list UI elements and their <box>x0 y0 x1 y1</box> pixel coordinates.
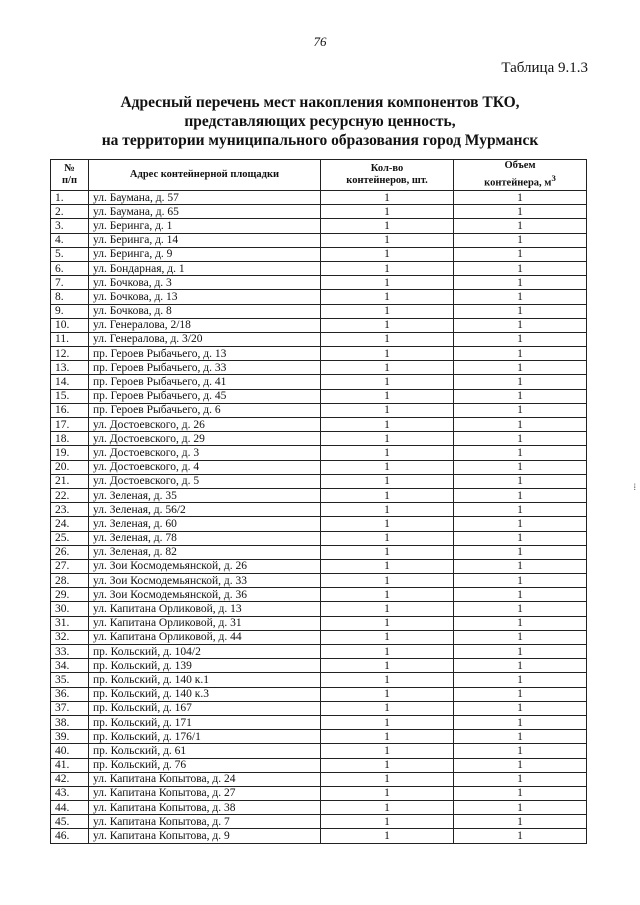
container-count-cell: 1 <box>321 645 454 659</box>
address-cell: ул. Баумана, д. 57 <box>89 191 321 205</box>
row-number-cell: 42. <box>51 772 89 786</box>
container-volume-cell: 1 <box>454 191 587 205</box>
container-volume-cell: 1 <box>454 488 587 502</box>
container-count-cell: 1 <box>321 432 454 446</box>
table-row <box>51 389 587 403</box>
address-cell: ул. Баумана, д. 65 <box>89 205 321 219</box>
address-cell: ул. Зеленая, д. 60 <box>89 517 321 531</box>
container-count-cell: 1 <box>321 772 454 786</box>
container-volume-cell: 1 <box>454 389 587 403</box>
container-volume-cell: 1 <box>454 574 587 588</box>
table-row <box>51 772 587 786</box>
table-row <box>51 645 587 659</box>
address-cell: ул. Капитана Орликовой, д. 31 <box>89 616 321 630</box>
header-number <box>51 160 89 191</box>
header-volume <box>454 160 587 191</box>
row-number-cell: 11. <box>51 332 89 346</box>
row-number-cell: 30. <box>51 602 89 616</box>
row-number-cell: 18. <box>51 432 89 446</box>
row-number-cell: 34. <box>51 659 89 673</box>
table-row <box>51 347 587 361</box>
row-number-cell: 20. <box>51 460 89 474</box>
container-count-cell: 1 <box>321 361 454 375</box>
container-count-cell: 1 <box>321 673 454 687</box>
table-row <box>51 488 587 502</box>
container-count-cell: 1 <box>321 261 454 275</box>
container-count-cell: 1 <box>321 715 454 729</box>
container-volume-cell: 1 <box>454 673 587 687</box>
container-volume-cell: 1 <box>454 460 587 474</box>
container-volume-cell: 1 <box>454 659 587 673</box>
address-cell: ул. Генералова, 2/18 <box>89 318 321 332</box>
container-volume-cell: 1 <box>454 701 587 715</box>
row-number-cell: 9. <box>51 304 89 318</box>
address-cell: ул. Капитана Копытова, д. 38 <box>89 801 321 815</box>
container-volume-cell: 1 <box>454 715 587 729</box>
row-number-cell: 24. <box>51 517 89 531</box>
table-row <box>51 432 587 446</box>
container-count-cell: 1 <box>321 616 454 630</box>
row-number-cell: 16. <box>51 403 89 417</box>
row-number-cell: 25. <box>51 531 89 545</box>
row-number-cell: 10. <box>51 318 89 332</box>
table-row <box>51 588 587 602</box>
address-cell: ул. Зеленая, д. 35 <box>89 488 321 502</box>
container-count-cell: 1 <box>321 517 454 531</box>
table-row <box>51 205 587 219</box>
address-cell: ул. Беринга, д. 1 <box>89 219 321 233</box>
container-volume-cell: 1 <box>454 744 587 758</box>
container-count-cell: 1 <box>321 829 454 843</box>
row-number-cell: 17. <box>51 418 89 432</box>
table-row <box>51 318 587 332</box>
table-row <box>51 815 587 829</box>
container-count-cell: 1 <box>321 503 454 517</box>
table-row <box>51 403 587 417</box>
table-row <box>51 474 587 488</box>
address-cell: ул. Достоевского, д. 4 <box>89 460 321 474</box>
address-cell: ул. Достоевского, д. 26 <box>89 418 321 432</box>
address-cell: пр. Кольский, д. 104/2 <box>89 645 321 659</box>
container-count-cell: 1 <box>321 630 454 644</box>
container-count-cell: 1 <box>321 545 454 559</box>
container-volume-cell: 1 <box>454 588 587 602</box>
table-row <box>51 659 587 673</box>
table-row <box>51 630 587 644</box>
row-number-cell: 19. <box>51 446 89 460</box>
row-number-cell: 21. <box>51 474 89 488</box>
container-volume-cell: 1 <box>454 503 587 517</box>
container-count-cell: 1 <box>321 588 454 602</box>
table-label: Таблица 9.1.3 <box>501 60 588 76</box>
row-number-cell: 27. <box>51 559 89 573</box>
address-cell: ул. Зеленая, д. 78 <box>89 531 321 545</box>
address-cell: пр. Кольский, д. 167 <box>89 701 321 715</box>
address-cell: ул. Бочкова, д. 13 <box>89 290 321 304</box>
container-count-cell: 1 <box>321 687 454 701</box>
row-number-cell: 29. <box>51 588 89 602</box>
row-number-cell: 31. <box>51 616 89 630</box>
table-row <box>51 304 587 318</box>
container-volume-cell: 1 <box>454 758 587 772</box>
container-volume-cell: 1 <box>454 602 587 616</box>
row-number-cell: 46. <box>51 829 89 843</box>
address-cell: ул. Достоевского, д. 29 <box>89 432 321 446</box>
table-row <box>51 460 587 474</box>
container-count-cell: 1 <box>321 474 454 488</box>
container-count-cell: 1 <box>321 574 454 588</box>
container-count-cell: 1 <box>321 318 454 332</box>
container-volume-cell: 1 <box>454 290 587 304</box>
table-row <box>51 801 587 815</box>
container-count-cell: 1 <box>321 801 454 815</box>
container-volume-cell: 1 <box>454 630 587 644</box>
address-cell: пр. Кольский, д. 140 к.1 <box>89 673 321 687</box>
container-volume-cell: 1 <box>454 403 587 417</box>
container-volume-cell: 1 <box>454 545 587 559</box>
container-volume-cell: 1 <box>454 205 587 219</box>
container-count-cell: 1 <box>321 375 454 389</box>
row-number-cell: 33. <box>51 645 89 659</box>
container-volume-cell: 1 <box>454 432 587 446</box>
container-count-cell: 1 <box>321 460 454 474</box>
container-volume-cell: 1 <box>454 261 587 275</box>
row-number-cell: 28. <box>51 574 89 588</box>
container-volume-cell: 1 <box>454 318 587 332</box>
row-number-cell: 5. <box>51 247 89 261</box>
container-count-cell: 1 <box>321 290 454 304</box>
row-number-cell: 4. <box>51 233 89 247</box>
address-cell: ул. Генералова, д. 3/20 <box>89 332 321 346</box>
table-row <box>51 574 587 588</box>
table-body <box>51 191 587 844</box>
row-number-cell: 43. <box>51 786 89 800</box>
table-row <box>51 531 587 545</box>
container-count-cell: 1 <box>321 247 454 261</box>
title-line: представляющих ресурсную ценность, <box>184 113 456 130</box>
address-cell: ул. Зои Космодемьянской, д. 36 <box>89 588 321 602</box>
row-number-cell: 1. <box>51 191 89 205</box>
container-count-cell: 1 <box>321 347 454 361</box>
container-volume-cell: 1 <box>454 531 587 545</box>
table-row <box>51 261 587 275</box>
container-count-cell: 1 <box>321 205 454 219</box>
address-cell: пр. Героев Рыбачьего, д. 45 <box>89 389 321 403</box>
table-row <box>51 276 587 290</box>
container-count-cell: 1 <box>321 233 454 247</box>
table-row <box>51 361 587 375</box>
header-number-line1: № <box>64 163 75 174</box>
container-volume-cell: 1 <box>454 446 587 460</box>
container-count-cell: 1 <box>321 389 454 403</box>
container-count-cell: 1 <box>321 786 454 800</box>
row-number-cell: 12. <box>51 347 89 361</box>
table-row <box>51 602 587 616</box>
container-count-cell: 1 <box>321 758 454 772</box>
row-number-cell: 44. <box>51 801 89 815</box>
address-cell: пр. Кольский, д. 76 <box>89 758 321 772</box>
row-number-cell: 8. <box>51 290 89 304</box>
address-cell: ул. Зои Космодемьянской, д. 26 <box>89 559 321 573</box>
container-volume-cell: 1 <box>454 233 587 247</box>
container-volume-cell: 1 <box>454 219 587 233</box>
container-volume-cell: 1 <box>454 687 587 701</box>
row-number-cell: 2. <box>51 205 89 219</box>
table-row <box>51 744 587 758</box>
address-cell: пр. Героев Рыбачьего, д. 6 <box>89 403 321 417</box>
container-volume-cell: 1 <box>454 559 587 573</box>
row-number-cell: 13. <box>51 361 89 375</box>
table-row <box>51 829 587 843</box>
row-number-cell: 38. <box>51 715 89 729</box>
address-cell: пр. Кольский, д. 171 <box>89 715 321 729</box>
table-row <box>51 730 587 744</box>
address-cell: ул. Капитана Орликовой, д. 44 <box>89 630 321 644</box>
header-count-line1: Кол-во <box>370 163 404 174</box>
row-number-cell: 39. <box>51 730 89 744</box>
row-number-cell: 35. <box>51 673 89 687</box>
row-number-cell: 14. <box>51 375 89 389</box>
address-cell: ул. Зеленая, д. 56/2 <box>89 503 321 517</box>
address-cell: ул. Капитана Орликовой, д. 13 <box>89 602 321 616</box>
table-row <box>51 786 587 800</box>
address-cell: ул. Достоевского, д. 5 <box>89 474 321 488</box>
container-count-cell: 1 <box>321 219 454 233</box>
container-volume-cell: 1 <box>454 276 587 290</box>
table-row <box>51 219 587 233</box>
title-line: Адресный перечень мест накопления компонентов ТКО, <box>120 94 520 111</box>
container-volume-cell: 1 <box>454 517 587 531</box>
table-row <box>51 687 587 701</box>
table-row <box>51 332 587 346</box>
container-count-cell: 1 <box>321 559 454 573</box>
header-address <box>89 160 321 191</box>
header-address-label: Адрес контейнерной площадки <box>129 169 280 180</box>
table-row <box>51 503 587 517</box>
container-count-cell: 1 <box>321 488 454 502</box>
address-cell: пр. Кольский, д. 139 <box>89 659 321 673</box>
table-row <box>51 545 587 559</box>
table-row <box>51 616 587 630</box>
container-count-cell: 1 <box>321 191 454 205</box>
container-count-cell: 1 <box>321 403 454 417</box>
container-volume-cell: 1 <box>454 786 587 800</box>
address-cell: ул. Капитана Копытова, д. 9 <box>89 829 321 843</box>
row-number-cell: 40. <box>51 744 89 758</box>
container-count-cell: 1 <box>321 304 454 318</box>
header-count-line2: контейнеров, шт. <box>346 175 428 186</box>
container-count-cell: 1 <box>321 744 454 758</box>
header-number-line2: п/п <box>61 175 78 186</box>
address-cell: ул. Капитана Копытова, д. 7 <box>89 815 321 829</box>
container-volume-cell: 1 <box>454 645 587 659</box>
container-volume-cell: 1 <box>454 616 587 630</box>
container-volume-cell: 1 <box>454 418 587 432</box>
table-row <box>51 375 587 389</box>
table-row <box>51 418 587 432</box>
container-count-cell: 1 <box>321 531 454 545</box>
container-count-cell: 1 <box>321 602 454 616</box>
row-number-cell: 7. <box>51 276 89 290</box>
container-volume-cell: 1 <box>454 332 587 346</box>
address-cell: пр. Героев Рыбачьего, д. 13 <box>89 347 321 361</box>
table-header-row <box>51 160 587 191</box>
container-count-cell: 1 <box>321 659 454 673</box>
address-cell: пр. Кольский, д. 140 к.3 <box>89 687 321 701</box>
container-volume-cell: 1 <box>454 304 587 318</box>
row-number-cell: 23. <box>51 503 89 517</box>
container-volume-cell: 1 <box>454 375 587 389</box>
address-cell: ул. Беринга, д. 9 <box>89 247 321 261</box>
address-cell: пр. Героев Рыбачьего, д. 41 <box>89 375 321 389</box>
container-count-cell: 1 <box>321 730 454 744</box>
row-number-cell: 6. <box>51 261 89 275</box>
header-volume-line2: контейнера, м <box>484 177 552 189</box>
row-number-cell: 22. <box>51 488 89 502</box>
row-number-cell: 32. <box>51 630 89 644</box>
container-volume-cell: 1 <box>454 247 587 261</box>
row-number-cell: 41. <box>51 758 89 772</box>
container-count-cell: 1 <box>321 332 454 346</box>
row-number-cell: 3. <box>51 219 89 233</box>
container-volume-cell: 1 <box>454 730 587 744</box>
container-volume-cell: 1 <box>454 772 587 786</box>
table-row <box>51 517 587 531</box>
container-count-cell: 1 <box>321 815 454 829</box>
table-row <box>51 247 587 261</box>
container-count-cell: 1 <box>321 418 454 432</box>
address-cell: ул. Беринга, д. 14 <box>89 233 321 247</box>
container-sites-table <box>50 159 587 844</box>
address-cell: ул. Капитана Копытова, д. 24 <box>89 772 321 786</box>
container-volume-cell: 1 <box>454 347 587 361</box>
container-volume-cell: 1 <box>454 815 587 829</box>
container-volume-cell: 1 <box>454 801 587 815</box>
table-row <box>51 715 587 729</box>
address-cell: ул. Бочкова, д. 3 <box>89 276 321 290</box>
address-cell: пр. Кольский, д. 61 <box>89 744 321 758</box>
address-cell: ул. Бочкова, д. 8 <box>89 304 321 318</box>
address-cell: пр. Героев Рыбачьего, д. 33 <box>89 361 321 375</box>
address-cell: ул. Зои Космодемьянской, д. 33 <box>89 574 321 588</box>
container-volume-cell: 1 <box>454 474 587 488</box>
row-number-cell: 26. <box>51 545 89 559</box>
container-volume-cell: 1 <box>454 829 587 843</box>
row-number-cell: 45. <box>51 815 89 829</box>
table-row <box>51 701 587 715</box>
address-cell: ул. Бондарная, д. 1 <box>89 261 321 275</box>
container-count-cell: 1 <box>321 701 454 715</box>
address-cell: ул. Зеленая, д. 82 <box>89 545 321 559</box>
address-cell: ул. Капитана Копытова, д. 27 <box>89 786 321 800</box>
row-number-cell: 37. <box>51 701 89 715</box>
table-row <box>51 290 587 304</box>
row-number-cell: 36. <box>51 687 89 701</box>
table-row <box>51 233 587 247</box>
table-row <box>51 191 587 205</box>
table-row <box>51 758 587 772</box>
address-cell: ул. Достоевского, д. 3 <box>89 446 321 460</box>
header-count <box>321 160 454 191</box>
address-cell: пр. Кольский, д. 176/1 <box>89 730 321 744</box>
header-volume-superscript: 3 <box>551 173 556 184</box>
container-count-cell: 1 <box>321 276 454 290</box>
table-row <box>51 446 587 460</box>
table-row <box>51 673 587 687</box>
table-row <box>51 559 587 573</box>
row-number-cell: 15. <box>51 389 89 403</box>
title-line: на территории муниципального образования город Мурманск <box>101 132 539 149</box>
header-volume-line1: Объем <box>504 160 536 172</box>
container-count-cell: 1 <box>321 446 454 460</box>
page-number: 76 <box>313 34 327 49</box>
document-title <box>0 93 640 150</box>
container-volume-cell: 1 <box>454 361 587 375</box>
scan-edge-mark: ⁞ <box>633 482 636 492</box>
